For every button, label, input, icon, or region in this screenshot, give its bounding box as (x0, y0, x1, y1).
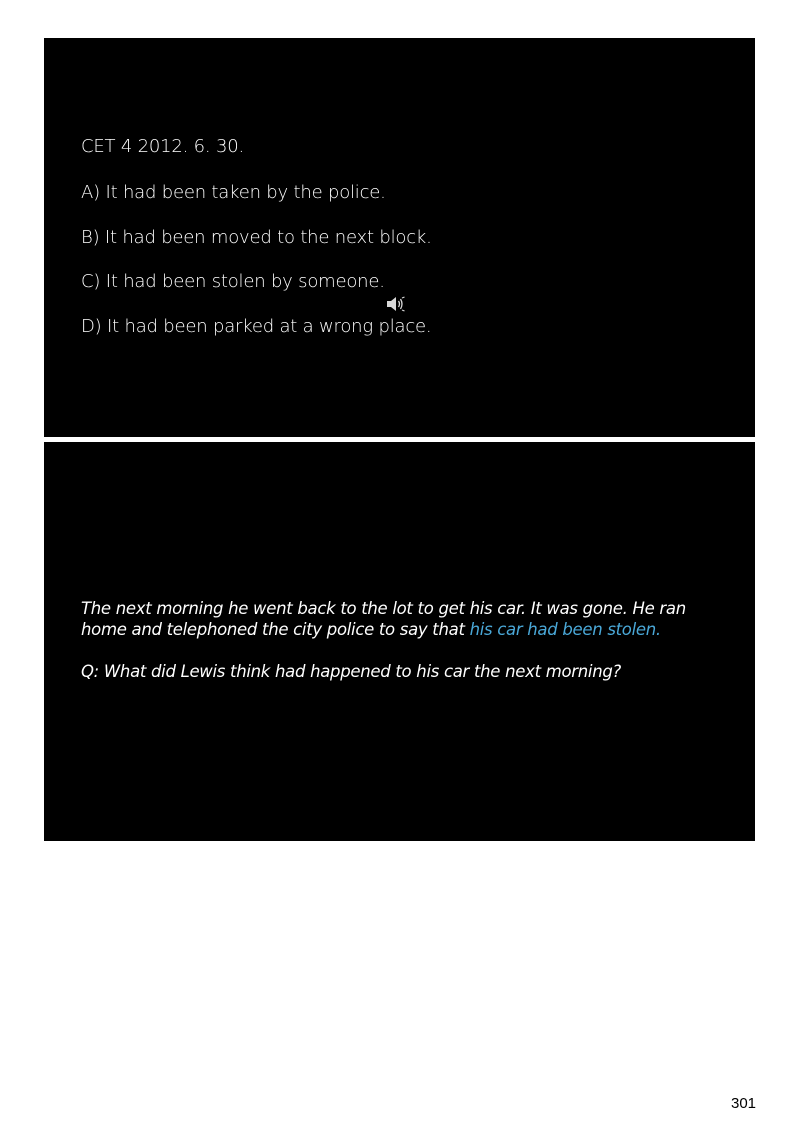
question-text: Q: What did Lewis think had happened to his car the next morning? (81, 662, 621, 681)
slide-options (44, 38, 755, 437)
slide-heading: CET 4 2012. 6. 30. (81, 136, 245, 157)
page-number: 301 (731, 1095, 757, 1112)
passage-text (81, 598, 721, 640)
passage-highlight: his car had been stolen. (469, 620, 661, 639)
option-b: B) It had been moved to the next block. (81, 227, 432, 248)
slide-transcript (44, 442, 755, 841)
option-d: D) It had been parked at a wrong place. (81, 316, 432, 337)
option-c: C) It had been stolen by someone. (81, 271, 385, 292)
passage-plain: The next morning he went back to the lot to get his car. It was gone. He ran home and telephoned the city police to say that (81, 599, 686, 639)
speaker-icon[interactable] (386, 296, 406, 312)
option-a: A) It had been taken by the police. (81, 182, 386, 203)
